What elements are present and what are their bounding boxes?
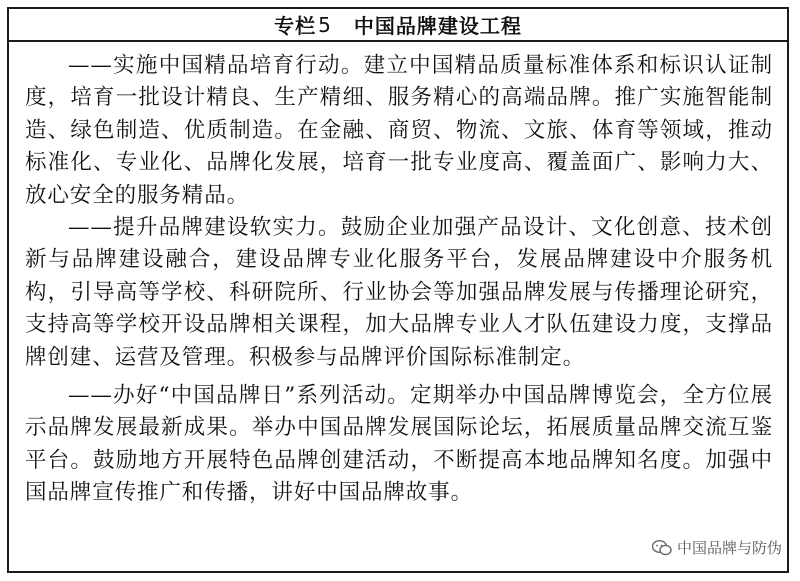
column-prefix: 专栏 [274, 14, 317, 38]
paragraph-1: ——实施中国精品培育行动。建立中国精品质量标准体系和标识认证制度，培育一批设计精良、生产精细、服务精心的高端品牌。推广实施智能制造、绿色制造、优质制造。在金融、商贸、物流、文旅、体育等领域，推动标准化、专业化、品牌化发展，培育一批专业度高、覆盖面广、影响力大、放心安全的服务精品。 [25, 53, 773, 208]
paragraph-3: ——办好“中国品牌日”系列活动。定期举办中国品牌博览会，全方位展示品牌发展最新成果。举办中国品牌发展国际论坛，拓展质量品牌交流互鉴平台。鼓励地方开展特色品牌创建活动，不断提高本地品牌知名度。加强中国品牌宣传推广和传播，讲好中国品牌故事。 [25, 383, 773, 506]
column-title: 中国品牌建设工程 [353, 14, 522, 38]
watermark-text: 中国品牌与防伪 [676, 539, 782, 557]
paragraph-2: ——提升品牌建设软实力。鼓励企业加强产品设计、文化创意、技术创新与品牌建设融合，建设品牌专业化服务平台，发展品牌建设中介服务机构，引导高等学校、科研院所、行业协会等加强品牌发展与传播理论研究，支持高等学校开设品牌相关课程，加大品牌专业人才队伍建设力度，支撑品牌创建、运营及管理。积极参与品牌评价国际标准制定。 [25, 215, 773, 370]
watermark [648, 536, 786, 559]
column-number: 5 [318, 12, 332, 37]
column-body [9, 42, 787, 510]
column-box [7, 7, 789, 573]
column-header [9, 9, 787, 42]
wechat-icon [652, 540, 672, 556]
